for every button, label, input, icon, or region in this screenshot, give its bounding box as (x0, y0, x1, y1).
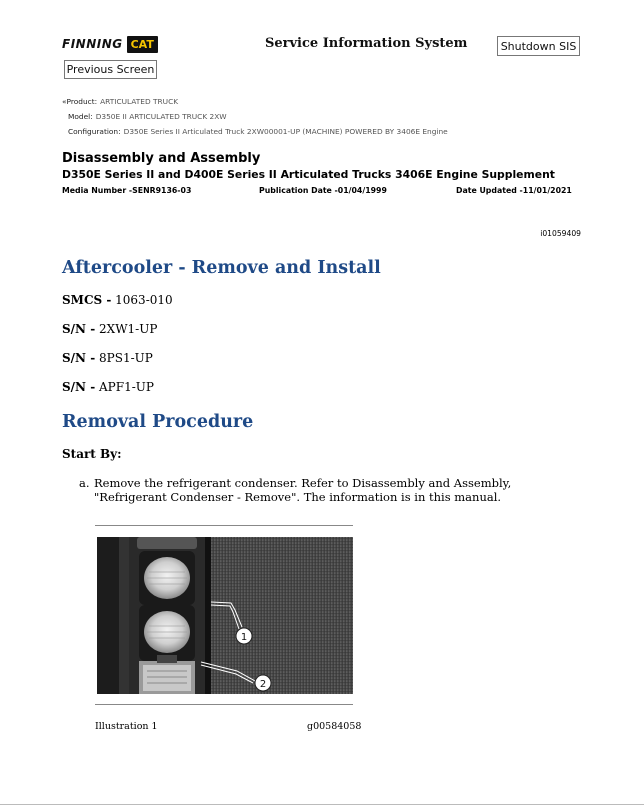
document-title: Disassembly and Assembly (62, 151, 261, 166)
logo-text: FINNING (62, 37, 123, 51)
callout-1-label: 1 (240, 632, 248, 643)
model-label: Model: (68, 112, 93, 121)
step-label: a. (79, 476, 90, 490)
step-text: Remove the refrigerant condenser. Refer to Disassembly and Assembly, "Refrigerant Condenser - Remove". The information is in this manual. (94, 476, 512, 504)
serial-line (62, 380, 154, 394)
publication-date: Publication Date -01/04/1999 (259, 186, 387, 195)
aftercooler-photo (97, 537, 353, 694)
product-value: ARTICULATED TRUCK (100, 97, 179, 106)
illustration-code: g00584058 (307, 721, 362, 732)
illustration-caption: Illustration 1 (95, 721, 158, 732)
shutdown-sis-button[interactable]: Shutdown SIS (497, 36, 580, 56)
configuration-line (68, 127, 448, 136)
page-bottom-divider (0, 804, 644, 805)
product-line (62, 97, 178, 106)
configuration-label: Configuration: (68, 127, 121, 136)
cat-badge: CAT (127, 36, 158, 53)
back-arrow-icon[interactable]: « (62, 97, 67, 106)
smcs-value: 1063-010 (115, 293, 173, 307)
serial-label: S/N - (62, 380, 96, 394)
smcs-label: SMCS - (62, 293, 112, 307)
system-title: Service Information System (265, 36, 468, 51)
previous-screen-button[interactable]: Previous Screen (64, 60, 157, 79)
removal-heading: Removal Procedure (62, 412, 254, 432)
serial-line (62, 351, 153, 365)
model-value: D350E II ARTICULATED TRUCK 2XW (95, 112, 227, 121)
serial-label: S/N - (62, 322, 96, 336)
serial-label: S/N - (62, 351, 96, 365)
configuration-value: D350E Series II Articulated Truck 2XW00001-UP (MACHINE) POWERED BY 3406E Engine (123, 127, 448, 136)
callout-2-label: 2 (259, 679, 267, 690)
date-updated: Date Updated -11/01/2021 (456, 186, 572, 195)
serial-value: APF1-UP (99, 380, 154, 394)
document-subtitle: D350E Series II and D400E Series II Articulated Trucks 3406E Engine Supplement (62, 168, 555, 181)
serial-value: 2XW1-UP (99, 322, 158, 336)
finning-cat-logo (62, 33, 158, 55)
serial-value: 8PS1-UP (99, 351, 153, 365)
page-heading: Aftercooler - Remove and Install (62, 258, 381, 278)
smcs-line (62, 293, 173, 307)
serial-line (62, 322, 157, 336)
illustration-top-rule (95, 525, 353, 526)
illustration-bottom-rule (95, 704, 353, 705)
model-line (68, 112, 227, 121)
document-id: i01059409 (540, 229, 581, 238)
start-by-label: Start By: (62, 447, 122, 461)
media-number: Media Number -SENR9136-03 (62, 186, 192, 195)
product-label: Product: (66, 97, 98, 106)
